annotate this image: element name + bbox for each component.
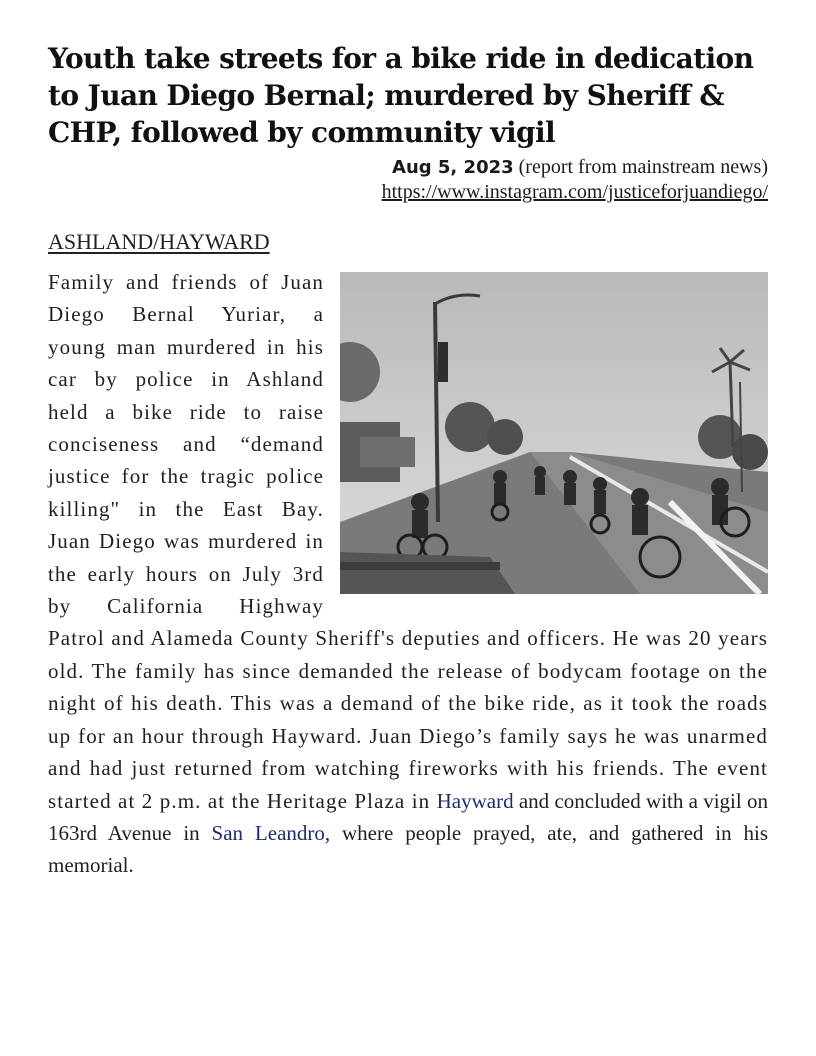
article-body	[48, 266, 768, 882]
article-meta	[48, 155, 768, 204]
article-page	[48, 40, 768, 882]
article-text-1: Family and friends of Juan Diego Bernal Yuriar, a young man murdered in his car by police in Ashland held a bike ride to raise conciseness and “demand justice for the tragic police killing" in the East Bay. Juan Diego was murdered in the early hours on July 3rd by California Highway Patrol and Alameda County Sheriff's deputies and officers. He was 20 years old. The family has since demanded the release of bodycam footage on the night of his death. This was a demand of the bike ride, as it took the roads up for an hour through Hayward. Juan Diego’s family says he was unarmed and had just returned from watching fireworks with his friends. The event started at 2 p.m. at the Heritage Plaza in	[48, 270, 768, 813]
location-label: ASHLAND/HAYWARD	[48, 229, 270, 254]
publish-date: Aug 5, 2023	[392, 157, 514, 178]
hayward-link[interactable]: Hayward	[436, 788, 514, 813]
source-note: (report from mainstream news)	[518, 156, 768, 178]
headline: Youth take streets for a bike ride in dedication to Juan Diego Bernal; murdered by Sheriff & CHP, followed by community vigil	[48, 42, 754, 149]
san-leandro-link[interactable]: San Leandro	[211, 820, 325, 845]
source-link[interactable]: https://www.instagram.com/justiceforjuandiego/	[381, 181, 768, 203]
article-text-2: and concluded with a vigil on 163rd Avenue in	[48, 788, 768, 845]
article-photo	[340, 272, 768, 594]
bike-ride-photo	[340, 272, 768, 594]
article-text-3: , where people prayed, ate, and gathered in his memorial.	[48, 820, 768, 878]
dateline	[48, 155, 768, 180]
